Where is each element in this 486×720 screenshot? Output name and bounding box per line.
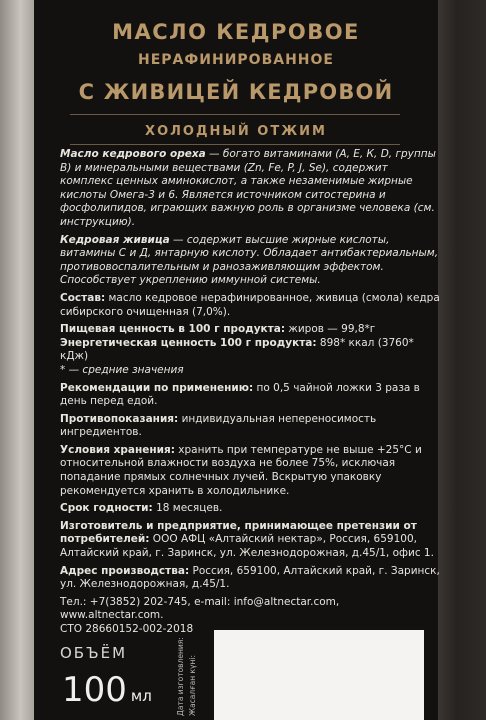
- usage-row: [60, 382, 440, 409]
- description-oil-lead: Масло кедрового ореха: [60, 148, 206, 160]
- description-resin-text: — содержит высшие жирные кислоты, витамины С и Д, янтарную кислоту. Обладает антибактериальным, противовоспалительным и ранозаживляющим эффектом. Способствует укреплению иммунной системы.: [60, 233, 439, 287]
- package-side-right: [438, 0, 486, 720]
- energy-value: 898* ккал (3760* кДж): [60, 336, 414, 363]
- volume-unit: мл: [130, 687, 152, 705]
- product-title-resin: С ЖИВИЦЕЙ КЕДРОВОЙ: [78, 80, 394, 104]
- production-address-label: Адрес производства:: [60, 564, 190, 577]
- production-address-value: Россия, 659100, Алтайский край, г. Заринск, ул. Железнодорожная, д.45/1.: [60, 564, 440, 591]
- package-side-left: [0, 0, 34, 720]
- shelf-life-label: Срок годности:: [60, 502, 153, 515]
- title-divider-top: [70, 114, 400, 115]
- contraindications-row: [60, 413, 440, 440]
- contacts-row: Тел.: +7(3852) 202-745, e-mail: info@altnectar.com, www.altnectar.com.: [60, 595, 340, 622]
- manufacturer-value: ООО АФЦ «Алтайский нектар», Россия, 659100, Алтайский край, г. Заринск, ул. Железнодорожная, д.45/1, офис 1.: [60, 533, 434, 560]
- volume-number: 100: [62, 670, 127, 710]
- nutrition-row: [60, 323, 440, 337]
- production-address-row: [60, 565, 440, 592]
- usage-value: по 0,5 чайной ложки 3 раза в день перед едой.: [60, 381, 420, 408]
- manufacture-date-label-kz: Жасалған күні:: [188, 655, 197, 716]
- volume-block: [60, 644, 152, 710]
- manufacturer-label: Изготовитель и предприятие, принимающее претензии от потребителей:: [60, 519, 417, 546]
- volume-value: [62, 670, 152, 710]
- product-title: МАСЛО КЕДРОВОЕ: [112, 20, 360, 44]
- composition-row: [60, 292, 440, 319]
- energy-row: [60, 337, 440, 364]
- title-divider-bottom: [70, 144, 400, 145]
- nutrition-label: Пищевая ценность в 100 г продукта:: [60, 323, 286, 336]
- composition-label: Состав:: [60, 291, 106, 304]
- product-subtitle-unrefined: НЕРАФИНИРОВАННОЕ: [138, 52, 334, 68]
- storage-row: [60, 444, 440, 498]
- product-process: ХОЛОДНЫЙ ОТЖИМ: [145, 124, 327, 139]
- shelf-life-row: [60, 502, 440, 516]
- composition-value: масло кедровое нерафинированное, живица (смола) кедра сибирского очищенная (7,0%).: [60, 291, 440, 318]
- description-oil-text: — богато витаминами (А, Е, К, D, группы В) и минеральными веществами (Zn, Fe, P, J, Se), содержит комплекс ценных аминокислот, а также незаменимые жирные кислоты Омега-3 и 6. Является источником ситостерина и фосфолипидов, играющих важную роль в организме человека (см. инструкцию).: [60, 148, 436, 228]
- date-stamp-area: [214, 630, 424, 720]
- manufacturer-row: [60, 520, 440, 561]
- label-text-block: [60, 148, 440, 641]
- energy-label: Энергетическая ценность 100 г продукта:: [60, 336, 317, 349]
- contraindications-value: индивидуальная непереносимость ингредиентов.: [60, 412, 377, 439]
- contraindications-label: Противопоказания:: [60, 412, 179, 425]
- average-values-note: * — средние значения: [60, 363, 184, 376]
- description-paragraph-oil: [60, 148, 440, 230]
- usage-label: Рекомендации по применению:: [60, 381, 254, 394]
- shelf-life-value: 18 месяцев.: [152, 502, 223, 515]
- storage-label: Условия хранения:: [60, 443, 175, 456]
- volume-label: ОБЪЁМ: [60, 644, 128, 662]
- nutrition-value: жиров — 99,8*г: [285, 323, 376, 336]
- description-paragraph-resin: [60, 234, 440, 288]
- description-resin-lead: Кедровая живица: [60, 233, 170, 246]
- storage-value: хранить при температуре не выше +25°С и относительной влажности воздуха не более 75%, исключая попадание прямых солнечных лучей. Вскрытую упаковку рекомендуется хранить в холодильнике.: [60, 443, 422, 497]
- standard-code: СТО 28660152-002-2018: [60, 623, 194, 635]
- manufacture-date-label: Дата изготовления:: [176, 637, 185, 716]
